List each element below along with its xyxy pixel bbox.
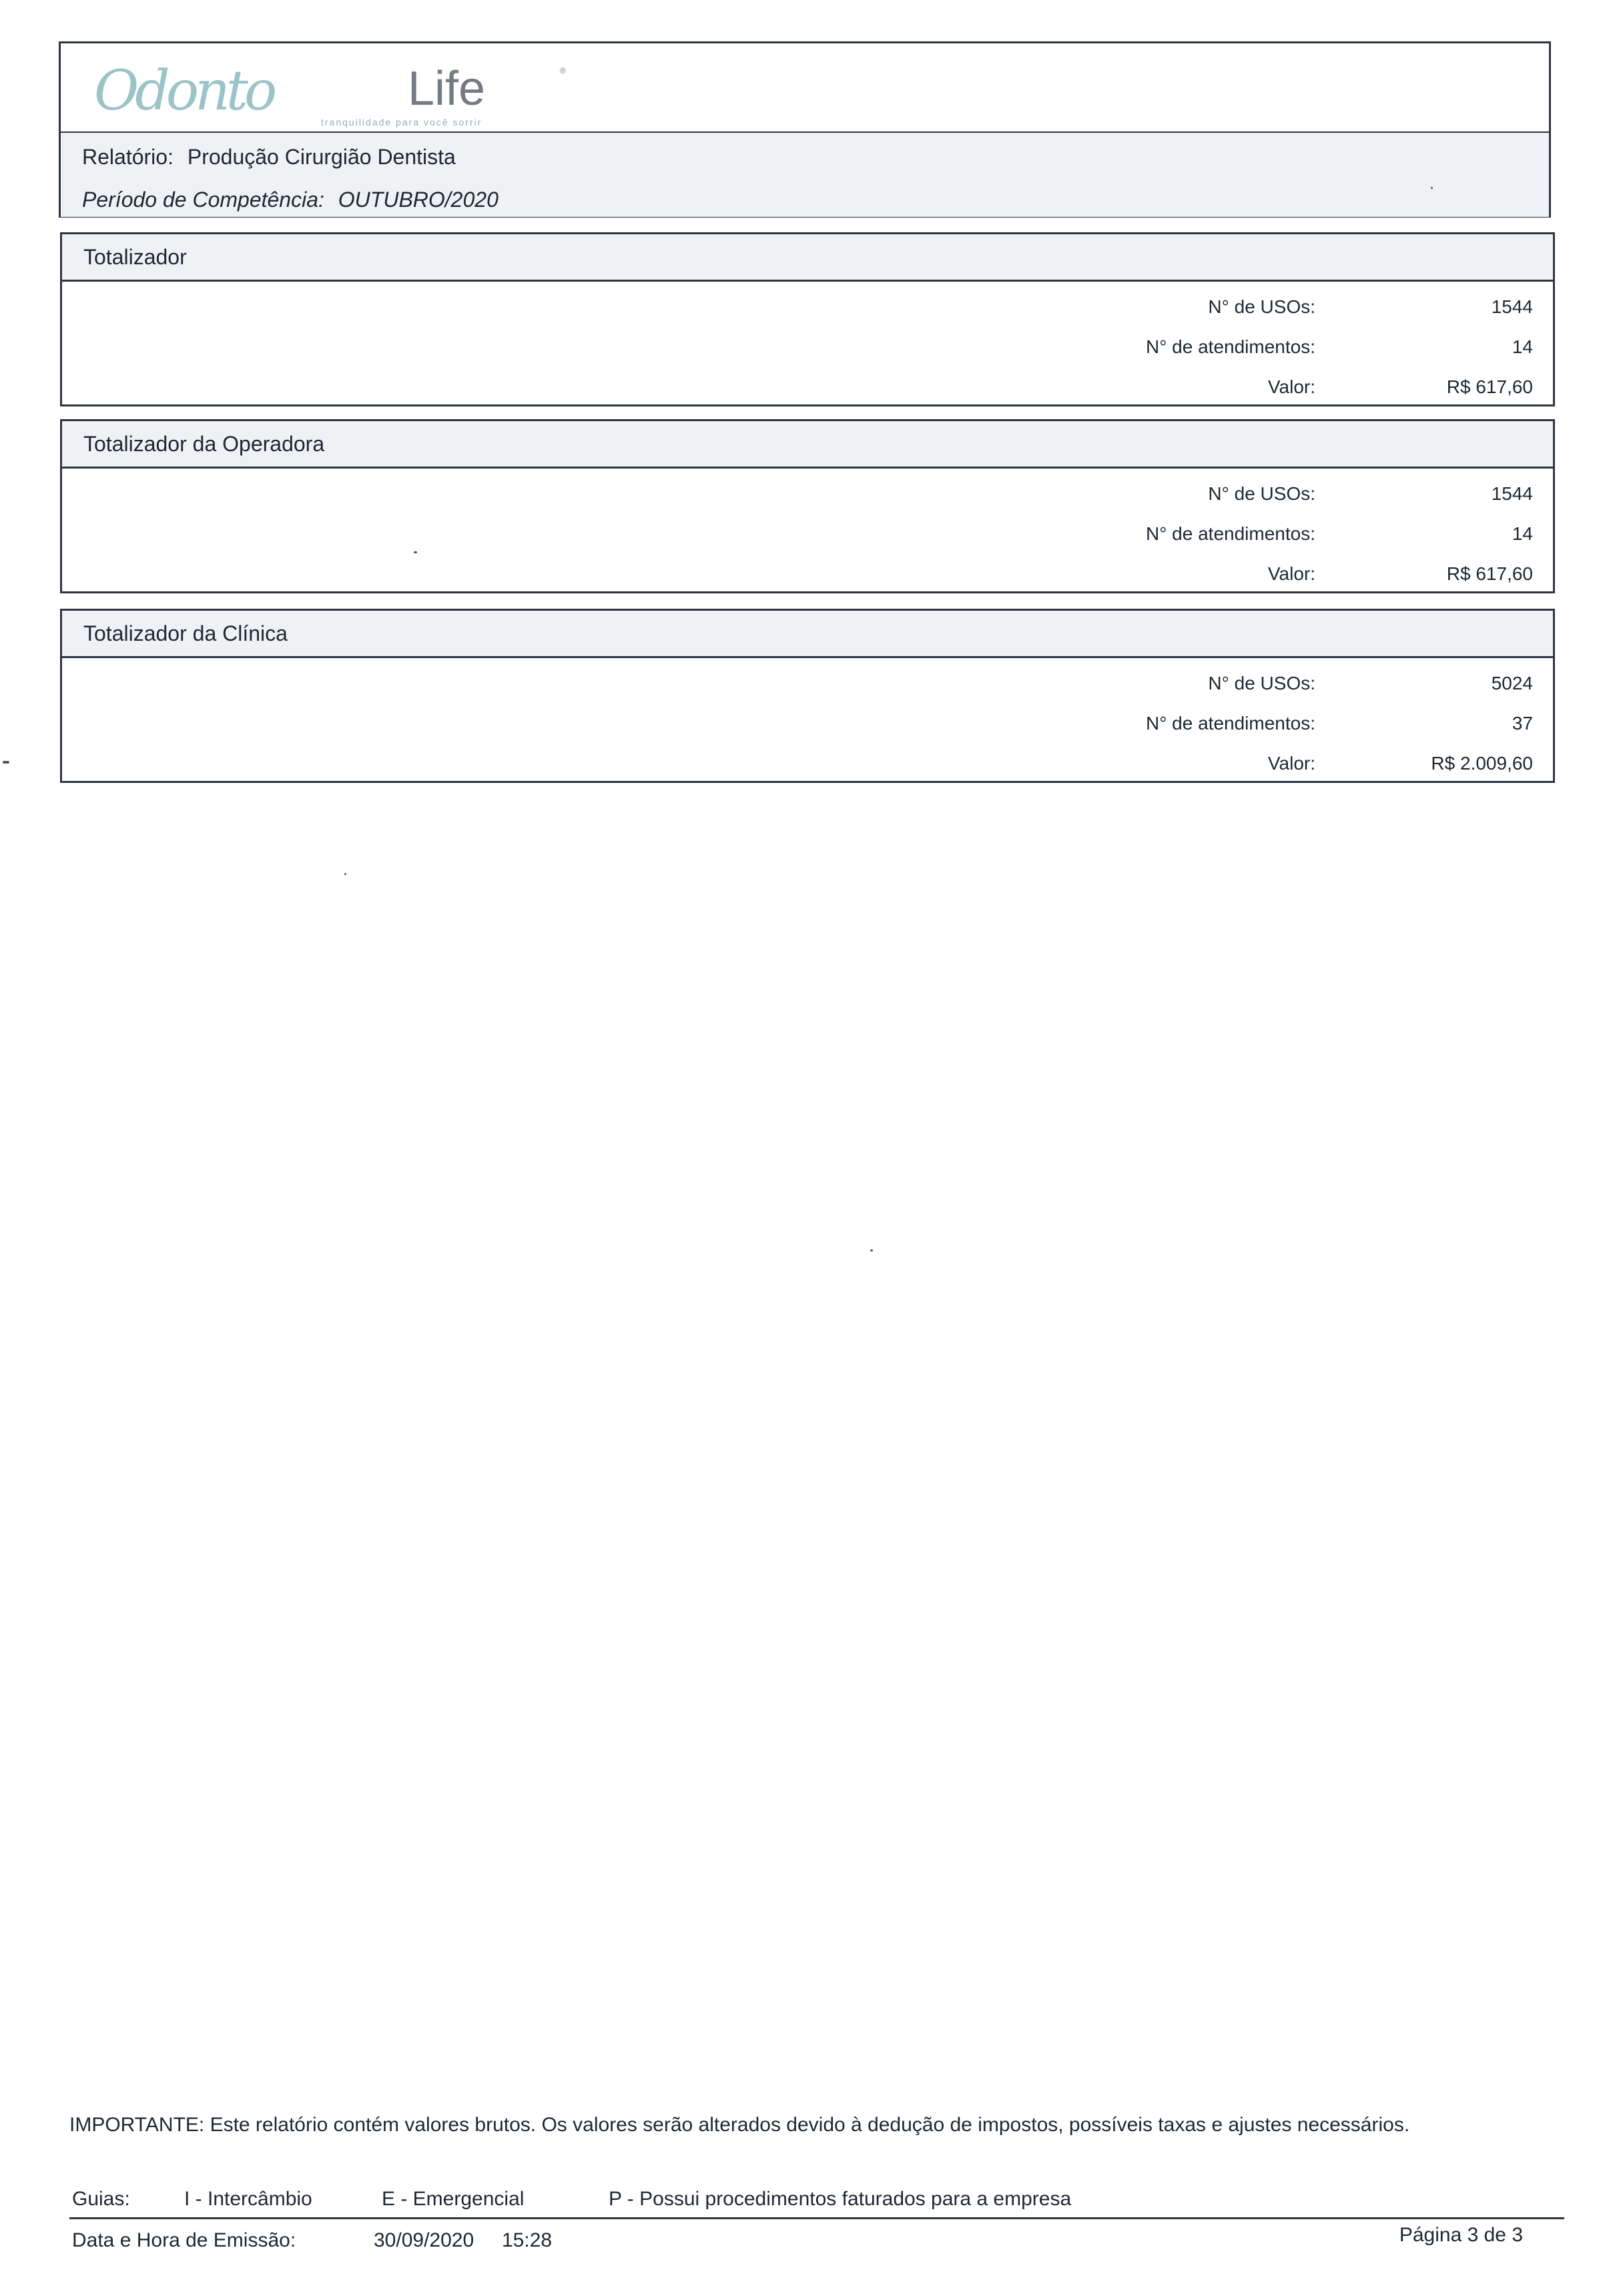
usos-row bbox=[62, 483, 1553, 510]
usos-label: N° de USOs: bbox=[1208, 483, 1315, 504]
guia-intercambio: I - Intercâmbio bbox=[184, 2188, 312, 2210]
section-title-bar bbox=[62, 234, 1553, 282]
emissao-date: 30/09/2020 bbox=[374, 2229, 474, 2251]
atendimentos-label: N° de atendimentos: bbox=[1145, 713, 1315, 734]
report-info bbox=[61, 133, 1549, 217]
important-note: IMPORTANTE: Este relatório contém valores brutos. Os valores serão alterados devido à dedução de impostos, possíveis taxas e ajustes necessários. bbox=[69, 2114, 1410, 2136]
logo-brand-part2: Life bbox=[408, 62, 486, 115]
usos-row bbox=[62, 296, 1553, 323]
report-header bbox=[59, 41, 1551, 218]
section-body bbox=[62, 658, 1553, 781]
usos-value: 1544 bbox=[1491, 483, 1533, 504]
valor-row bbox=[62, 753, 1553, 780]
totalizador-section bbox=[60, 232, 1555, 406]
atendimentos-value: 37 bbox=[1512, 713, 1533, 734]
logo-area bbox=[61, 43, 1549, 133]
section-title-bar bbox=[62, 611, 1553, 658]
emissao-label: Data e Hora de Emissão: bbox=[72, 2229, 296, 2251]
usos-value: 5024 bbox=[1491, 673, 1533, 693]
guia-procedimentos: P - Possui procedimentos faturados para a empresa bbox=[609, 2188, 1072, 2210]
valor-value: R$ 2.009,60 bbox=[1431, 753, 1533, 774]
atendimentos-value: 14 bbox=[1512, 523, 1533, 544]
logo-registered-mark: ® bbox=[560, 66, 566, 75]
valor-value: R$ 617,60 bbox=[1446, 563, 1533, 584]
period-label: Período de Competência: bbox=[82, 188, 324, 212]
atendimentos-label: N° de atendimentos: bbox=[1145, 336, 1315, 357]
report-value: Produção Cirurgião Dentista bbox=[187, 145, 456, 169]
usos-label: N° de USOs: bbox=[1208, 296, 1315, 317]
section-title: Totalizador da Clínica bbox=[83, 621, 288, 645]
atendimentos-row bbox=[62, 713, 1553, 740]
footer-divider bbox=[69, 2217, 1564, 2219]
valor-label: Valor: bbox=[1267, 753, 1315, 774]
logo-brand-part1: Odonto bbox=[94, 59, 274, 123]
valor-label: Valor: bbox=[1267, 563, 1315, 584]
totalizador-clinica-section bbox=[60, 609, 1555, 783]
scan-speck bbox=[414, 551, 417, 553]
odontolife-logo bbox=[94, 58, 575, 125]
section-title: Totalizador da Operadora bbox=[83, 432, 325, 456]
valor-label: Valor: bbox=[1267, 376, 1315, 397]
guias-label: Guias: bbox=[72, 2188, 130, 2210]
report-label: Relatório: bbox=[82, 145, 174, 169]
usos-value: 1544 bbox=[1491, 296, 1533, 317]
period-value: OUTUBRO/2020 bbox=[338, 188, 499, 212]
valor-value: R$ 617,60 bbox=[1446, 376, 1533, 397]
period-line bbox=[82, 188, 499, 212]
section-title: Totalizador bbox=[83, 245, 187, 269]
emissao-time: 15:28 bbox=[502, 2229, 553, 2251]
atendimentos-row bbox=[62, 523, 1553, 550]
atendimentos-value: 14 bbox=[1512, 336, 1533, 357]
usos-row bbox=[62, 673, 1553, 699]
page-number: Página 3 de 3 bbox=[1399, 2224, 1523, 2246]
scan-speck bbox=[870, 1249, 873, 1251]
scan-speck bbox=[1431, 187, 1433, 189]
valor-row bbox=[62, 376, 1553, 403]
scan-speck bbox=[344, 873, 346, 875]
totalizador-operadora-section bbox=[60, 419, 1555, 593]
section-title-bar bbox=[62, 421, 1553, 469]
guia-emergencial: E - Emergencial bbox=[382, 2188, 525, 2210]
atendimentos-label: N° de atendimentos: bbox=[1145, 523, 1315, 544]
atendimentos-row bbox=[62, 336, 1553, 363]
valor-row bbox=[62, 563, 1553, 590]
section-body bbox=[62, 469, 1553, 591]
report-name-line bbox=[82, 145, 456, 170]
section-body bbox=[62, 282, 1553, 404]
logo-tagline: tranquilidade para você sorrir bbox=[321, 117, 482, 127]
scan-speck bbox=[3, 761, 9, 764]
usos-label: N° de USOs: bbox=[1208, 673, 1315, 693]
